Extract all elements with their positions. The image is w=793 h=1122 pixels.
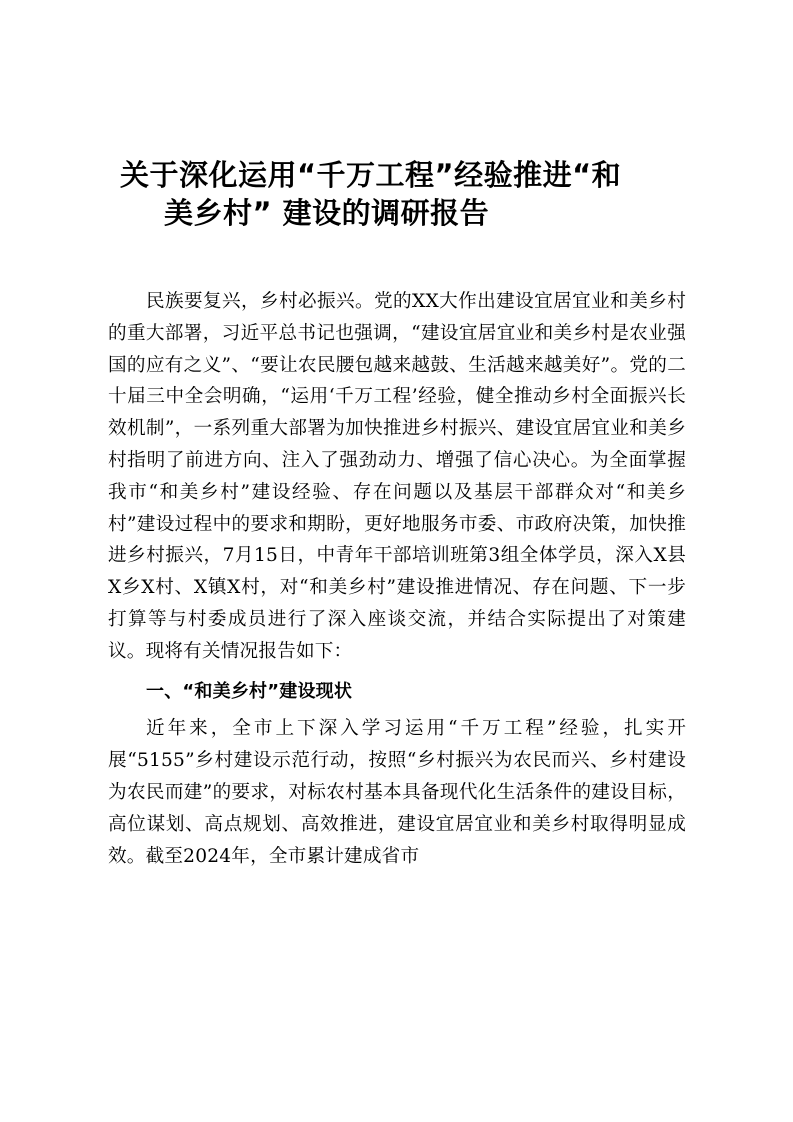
intro-paragraph: 民族要复兴，乡村必振兴。党的XX大作出建设宜居宜业和美乡村的重大部署，习近平总书记也强调，“建设宜居宜业和美乡村是农业强国的应有之义”、“要让农民腰包越来越鼓、生活越来越美好”。党的二十届三中全会明确，“运用‘千万工程’经验，健全推动乡村全面振兴长效机制”，一系列重大部署为加快推进乡村振兴、建设宜居宜业和美乡村指明了前进方向、注入了强劲动力、增强了信心决心。为全面掌握我市“和美乡村”建设经验、存在问题以及基层干部群众对“和美乡村”建设过程中的要求和期盼，更好地服务市委、市政府决策，加快推进乡村振兴，7月15日，中青年干部培训班第3组全体学员，深入X县X乡X村、X镇X村，对“和美乡村”建设推进情况、存在问题、下一步打算等与村委成员进行了深入座谈交流，并结合实际提出了对策建议。现将有关情况报告如下： <box>108 291 686 662</box>
title-line-2: 美乡村” 建设的调研报告 <box>164 196 490 230</box>
document-body <box>108 286 686 872</box>
document-title <box>108 156 708 232</box>
section-1-paragraph: 近年来，全市上下深入学习运用“千万工程”经验，扎实开展“5155”乡村建设示范行动，按照“乡村振兴为农民而兴、乡村建设为农民而建”的要求，对标农村基本具备现代化生活条件的建设目标，高位谋划、高点规划、高效推进，建设宜居宜业和美乡村取得明显成效。截至2024年，全市累计建成省市 <box>108 718 686 867</box>
title-line-1: 关于深化运用“千万工程”经验推进“和 <box>120 158 622 192</box>
section-1-heading: 一、“和美乡村”建设现状 <box>146 680 353 702</box>
